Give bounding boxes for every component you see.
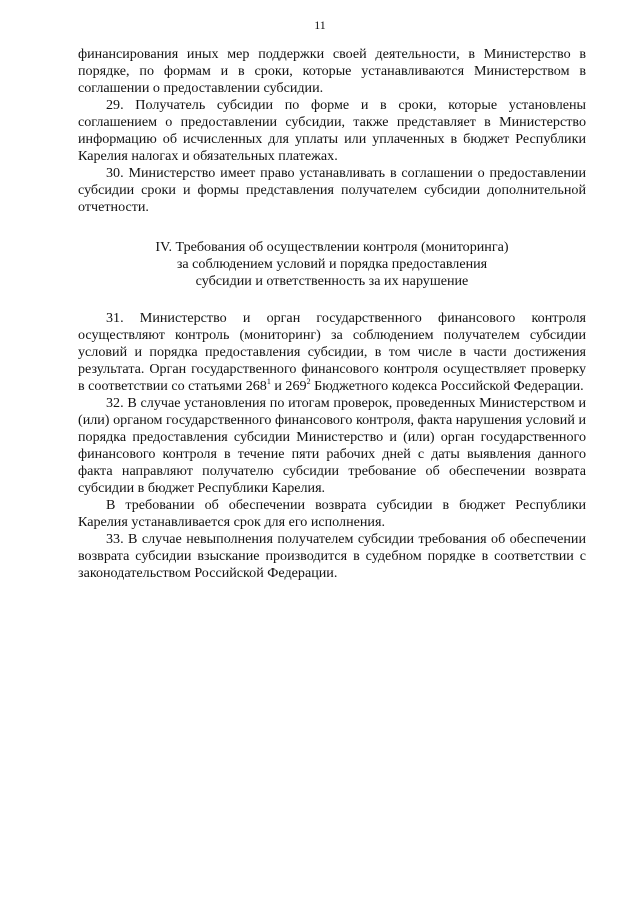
article-superscript-1: 1 <box>266 377 271 386</box>
article-superscript-2: 2 <box>306 377 311 386</box>
paragraph-31-text-middle: и 269 <box>270 378 307 394</box>
paragraph-31 <box>78 310 586 395</box>
document-body <box>78 46 586 582</box>
paragraph-continuation: финансирования иных мер поддержки своей деятельности, в Министерство в порядке, по формам и в сроки, которые устанавливаются Министерством в соглашении о предоставлении субсидии. <box>78 46 586 96</box>
page-number: 11 <box>314 18 326 32</box>
paragraph-30: 30. Министерство имеет право устанавливать в соглашении о предоставлении субсидии сроки и формы представления получателем субсидии дополнительной отчетности. <box>78 165 586 215</box>
section-heading-line-1: IV. Требования об осуществлении контроля (мониторинга) <box>155 239 509 255</box>
paragraph-33: 33. В случае невыполнения получателем субсидии требования об обеспечении возврата субсидии взыскание производится в судебном порядке в соответствии с законодательством Российской Федерации. <box>78 531 586 581</box>
paragraph-31-text-start: 31. Министерство и орган государственного финансового контроля осуществляют контроль (мониторинг) за соблюдением получателем субсидии условий и порядка предоставления субсидии, в том числе в части достижения результата. Орган государственного финансового контроля осуществляет проверку в соответствии со статьями 268 <box>78 310 586 394</box>
paragraph-32: 32. В случае установления по итогам проверок, проведенных Министерством и (или) органом государственного финансового контроля, факта нарушения условий и порядка предоставления субсидии Министерство и (или) орган государственного финансового контроля в течение пяти рабочих дней с даты выявления данного факта направляют получателю субсидии требование об обеспечении возврата субсидии в бюджет Республики Карелия. <box>78 395 586 496</box>
paragraph-31-text-end: Бюджетного кодекса Российской Федерации. <box>310 378 584 394</box>
paragraph-32-requirement: В требовании об обеспечении возврата субсидии в бюджет Республики Карелия устанавливается срок для его исполнения. <box>78 497 586 530</box>
section-heading <box>78 239 586 290</box>
section-heading-line-2: за соблюдением условий и порядка предоставления <box>176 256 488 272</box>
section-heading-line-3: субсидии и ответственность за их нарушение <box>195 273 469 289</box>
paragraph-29: 29. Получатель субсидии по форме и в сроки, которые установлены соглашением о предоставлении субсидии, также представляет в Министерство информацию об исчисленных для уплаты или уплаченных в бюджет Республики Карелия налогах и обязательных платежах. <box>78 97 586 164</box>
